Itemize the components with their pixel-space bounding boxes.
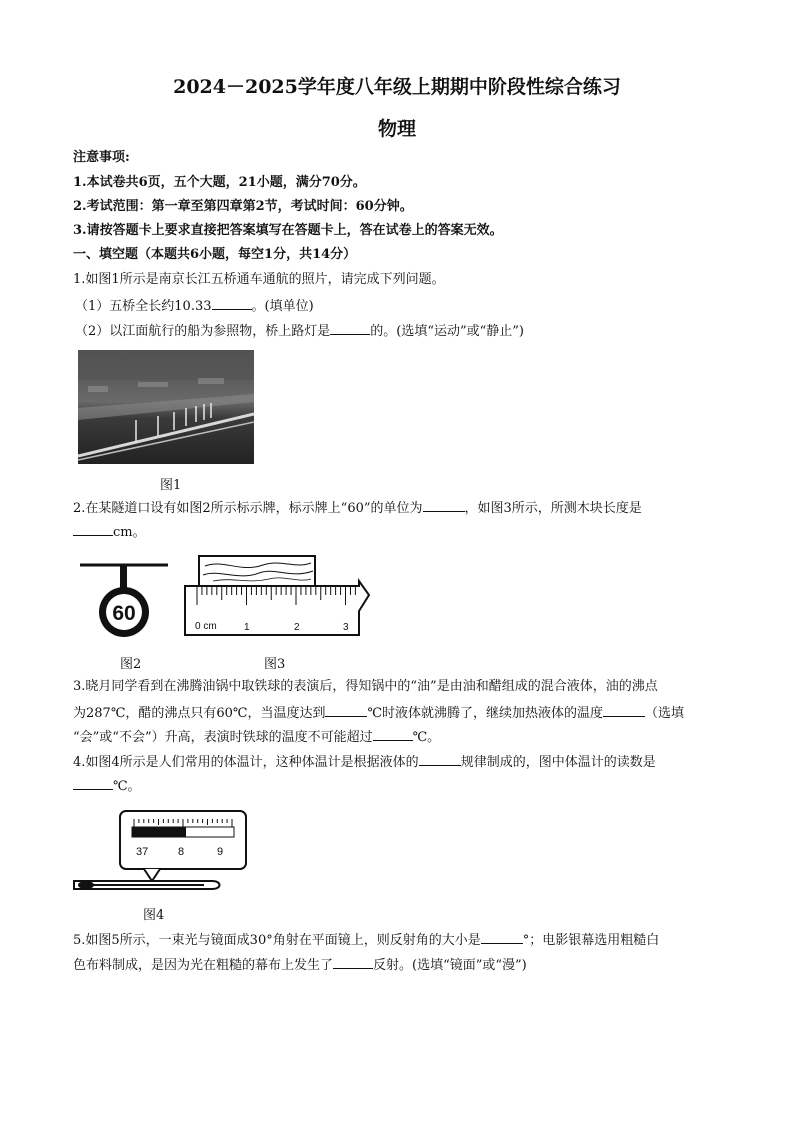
figure-3-caption: 图3: [264, 657, 286, 672]
q2-line-1-text-a: 2.在某隧道口设有如图2所示标示牌，标示牌上“60”的单位为: [73, 501, 423, 516]
q2-line-1-text-b: ，如图3所示，所测木块长度是: [464, 501, 642, 516]
q4-line-1-text-a: 4.如图4所示是人们常用的体温计，这种体温计是根据液体的: [73, 755, 419, 770]
thermo-label-9: 9: [217, 846, 224, 858]
q2-blank-2[interactable]: [73, 522, 113, 536]
q1-part-1-text-b: 。(填单位): [251, 299, 314, 314]
q2-line-2-text: cm。: [113, 525, 146, 540]
q4-line-2: [73, 776, 141, 796]
q5-line-2-text-a: 色布料制成，是因为光在粗糙的幕布上发生了: [73, 958, 334, 973]
q5-line-1-text-b: °；电影银幕选用粗糙白: [522, 933, 660, 948]
q1-stem: 1.如图1所示是南京长江五桥通车通航的照片，请完成下列问题。: [73, 272, 445, 287]
ruler-label-1: 1: [244, 622, 250, 633]
q3-line-2-text-c: （选填: [645, 706, 685, 721]
q4-line-1: [73, 752, 656, 772]
q3-line-2: [73, 703, 684, 723]
q3-line-2-text-b: ℃时液体就沸腾了，继续加热液体的温度: [367, 706, 603, 721]
q3-line-1: 3.晓月同学看到在沸腾油锅中取铁球的表演后，得知锅中的“油”是由油和醋组成的混合液体，油的沸点: [73, 679, 658, 694]
thermometer-figure: [72, 805, 250, 895]
q2-line-1: [73, 498, 642, 518]
q2-blank-1[interactable]: [423, 498, 465, 512]
note-item-2: 2.考试范围：第一章至第四章第2节，考试时间：60分钟。: [73, 199, 413, 214]
note-item-3: 3.请按答题卡上要求直接把答案填写在答题卡上，答在试卷上的答案无效。: [73, 223, 503, 238]
q4-blank-2[interactable]: [73, 776, 113, 790]
q3-blank-2[interactable]: [603, 703, 645, 717]
mercury-column: [132, 827, 186, 837]
note-item-1: 1.本试卷共6页，五个大题，21小题，满分70分。: [73, 175, 366, 190]
q1-part-2: [75, 321, 524, 341]
q3-line-2-text-a: 为287℃，醋的沸点只有60℃，当温度达到: [73, 706, 326, 721]
notes-heading: 注意事项:: [73, 150, 130, 165]
ruler-label-3: 3: [343, 622, 349, 633]
bridge-photo: [78, 350, 254, 464]
section-1-heading: 一、填空题（本题共6小题，每空1分，共14分）: [73, 247, 357, 262]
q2-line-2: [73, 522, 146, 542]
q3-line-3: [73, 727, 440, 747]
thermo-label-37: 37: [136, 846, 149, 858]
q3-blank-1[interactable]: [325, 703, 367, 717]
q5-blank-2[interactable]: [333, 955, 373, 969]
speed-limit-sign: [80, 553, 168, 643]
ruler-unit-label: 0 cm: [195, 621, 217, 632]
speed-sign-number: 60: [112, 602, 136, 625]
thermo-label-8: 8: [178, 846, 185, 858]
q1-blank-2[interactable]: [330, 321, 370, 335]
q5-line-1-text-a: 5.如图5所示，一束光与镜面成30°角射在平面镜上，则反射角的大小是: [73, 933, 481, 948]
exam-title: 2024－2025学年度八年级上期期中阶段性综合练习: [173, 76, 621, 98]
figure-4-caption: 图4: [143, 908, 165, 923]
figure-2-caption: 图2: [120, 657, 142, 672]
q3-line-3-text-b: ℃。: [412, 730, 441, 745]
q5-line-2-text-b: 反射。(选填“镜面”或“漫”): [373, 958, 527, 973]
q1-part-2-text-a: （2）以江面航行的船为参照物，桥上路灯是: [75, 324, 331, 339]
q1-part-1-text-a: （1）五桥全长约10.33: [75, 299, 212, 314]
q3-blank-3[interactable]: [373, 727, 413, 741]
q1-part-2-text-b: 的。(选填“运动”或“静止”): [370, 324, 525, 339]
ruler-with-block: [183, 551, 371, 639]
q1-part-1: [75, 296, 314, 316]
figure-1-caption: 图1: [160, 478, 182, 493]
ruler-label-2: 2: [294, 622, 300, 633]
q5-line-2: [73, 955, 527, 975]
q3-line-3-text-a: “会”或“不会”）升高，表演时铁球的温度不可能超过: [73, 730, 373, 745]
subject-title: 物理: [377, 118, 416, 140]
q5-blank-1[interactable]: [481, 930, 523, 944]
q4-blank-1[interactable]: [419, 752, 461, 766]
q5-line-1: [73, 930, 659, 950]
q4-line-1-text-b: 规律制成的，图中体温计的读数是: [460, 755, 656, 770]
q1-blank-1[interactable]: [212, 296, 252, 310]
q4-line-2-text: ℃。: [113, 779, 141, 794]
